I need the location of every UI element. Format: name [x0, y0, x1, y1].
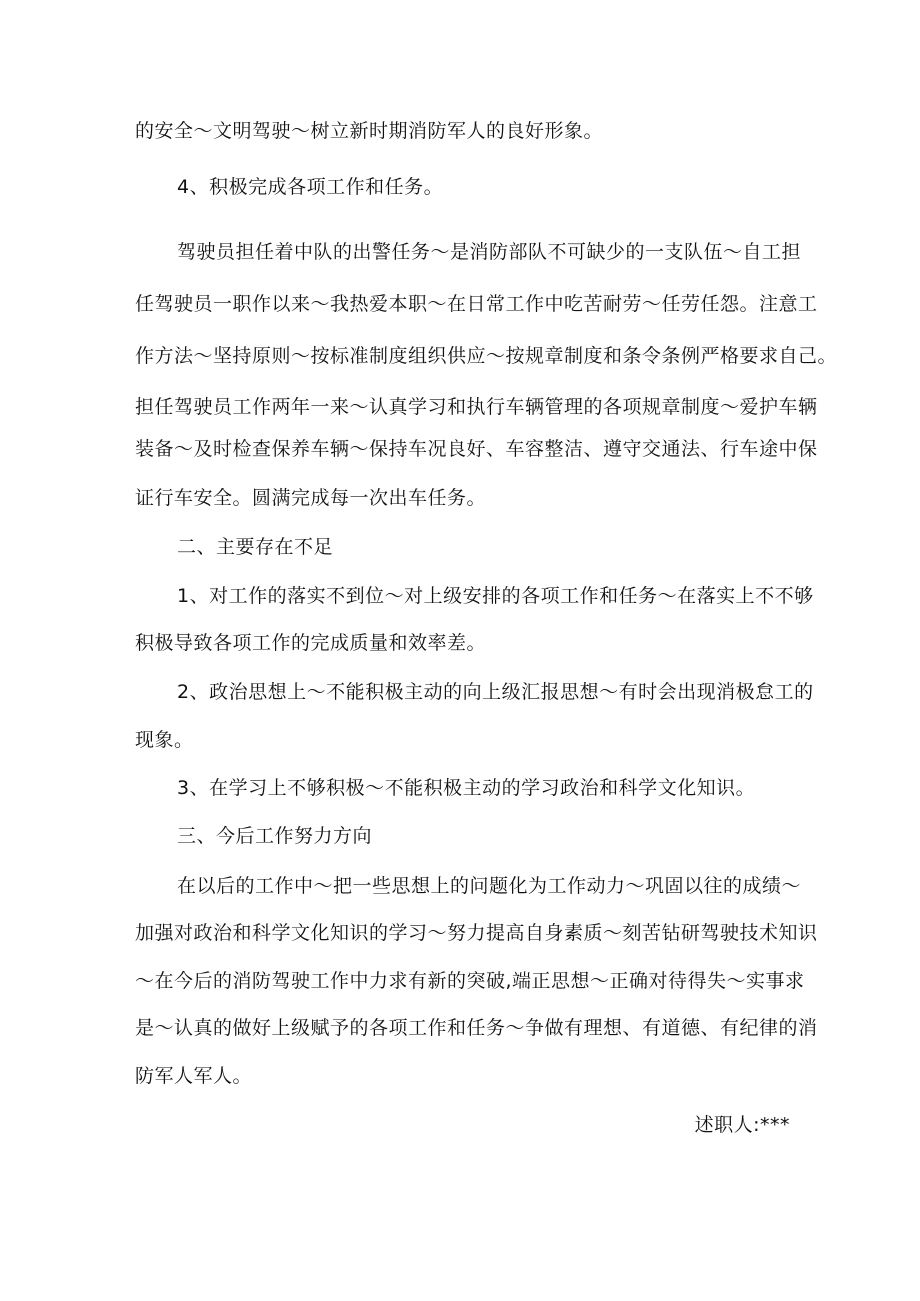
body-text-line: 是～认真的做好上级赋予的各项工作和任务～争做有理想、有道德、有纪律的消	[135, 1017, 818, 1039]
body-text-line: 作方法～坚持原则～按标准制度组织供应～按规章制度和条令条例严格要求自己。	[135, 345, 838, 367]
body-text-line: 担任驾驶员工作两年一来～认真学习和执行车辆管理的各项规章制度～爱护车辆	[135, 396, 818, 418]
item-heading: 1、对工作的落实不到位～对上级安排的各项工作和任务～在落实上不不够	[177, 585, 814, 607]
body-text-line: ～在今后的消防驾驶工作中力求有新的突破,端正思想～正确对待得失～实事求	[135, 970, 805, 992]
body-text-line: 加强对政治和科学文化知识的学习～努力提高自身素质～刻苦钻研驾驶技术知识	[135, 922, 818, 944]
body-text-line: 积极导致各项工作的完成质量和效率差。	[135, 632, 487, 654]
item-heading: 3、在学习上不够积极～不能积极主动的学习政治和科学文化知识。	[177, 777, 756, 799]
body-text-line: 在以后的工作中～把一些思想上的问题化为工作动力～巩固以往的成绩～	[177, 875, 802, 897]
body-text-line: 防军人军人。	[135, 1065, 253, 1087]
item-heading: 2、政治思想上～不能积极主动的向上级汇报思想～有时会出现消极怠工的	[177, 681, 814, 703]
body-text-line: 装备～及时检查保养车辆～保持车况良好、车容整洁、遵守交通法、行车途中保	[135, 438, 818, 460]
signature: 述职人:***	[694, 1114, 790, 1136]
body-text-line: 的安全～文明驾驶～树立新时期消防军人的良好形象。	[135, 120, 604, 142]
body-text-line: 任驾驶员一职作以来～我热爱本职～在日常工作中吃苦耐劳～任劳任怨。注意工	[135, 293, 818, 315]
body-text-line: 证行车安全。圆满完成每一次出车任务。	[135, 487, 487, 509]
section-heading: 二、主要存在不足	[177, 536, 334, 558]
item-heading: 4、积极完成各项工作和任务。	[177, 176, 444, 198]
body-text-line: 驾驶员担任着中队的出警任务～是消防部队不可缺少的一支队伍～自工担	[177, 241, 802, 263]
section-heading: 三、今后工作努力方向	[177, 825, 373, 847]
body-text-line: 现象。	[135, 729, 194, 751]
